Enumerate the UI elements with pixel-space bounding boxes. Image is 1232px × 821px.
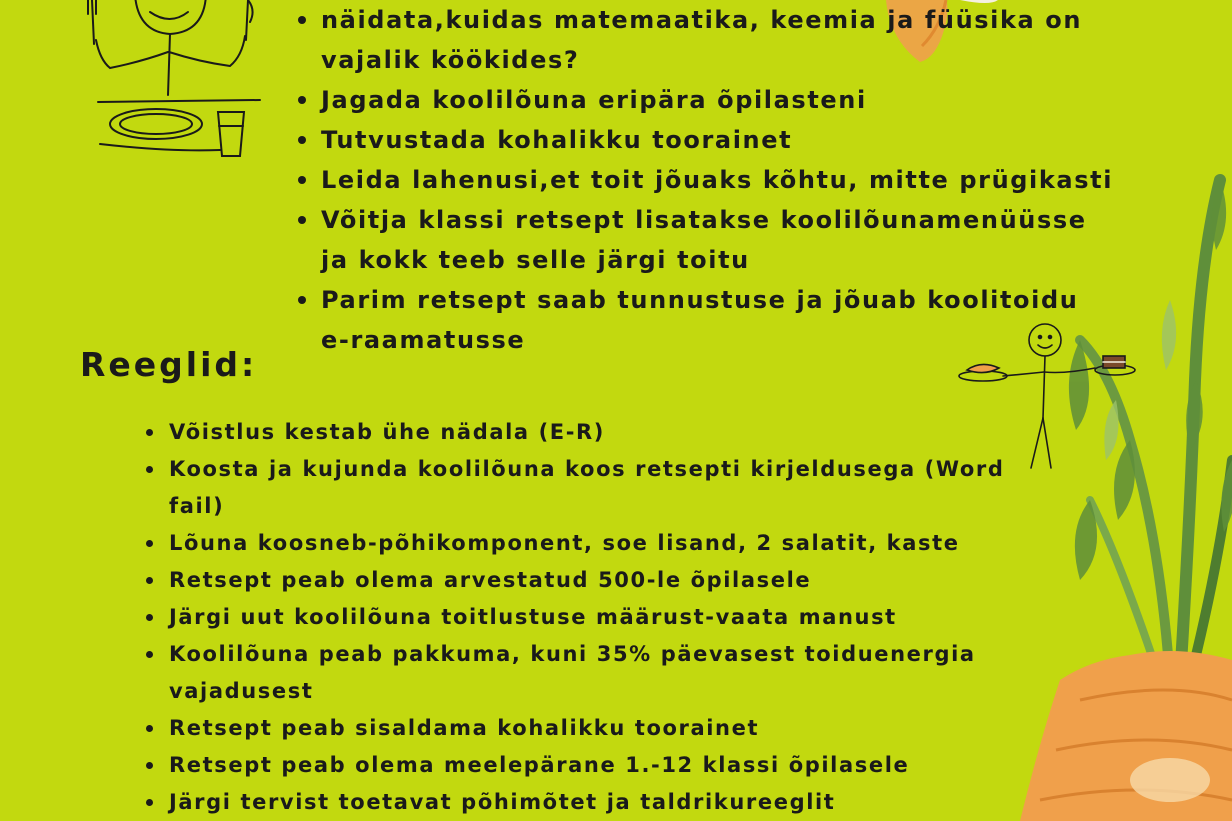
carrot-illustration xyxy=(1020,140,1232,821)
list-item: Tutvustada kohalikku toorainet xyxy=(294,120,1114,160)
list-item: Järgi tervist toetavat põhimõtet ja taldrikureeglit xyxy=(142,784,1042,821)
list-item: Jagada koolilõuna eripära õpilasteni xyxy=(294,80,1114,120)
list-item: Leida lahenusi,et toit jõuaks kõhtu, mitte prügikasti xyxy=(294,160,1114,200)
list-item: Võitja klassi retsept lisatakse koolilõunamenüüsse ja kokk teeb selle järgi toitu xyxy=(294,200,1114,280)
list-item: Retsept peab olema arvestatud 500-le õpilasele xyxy=(142,562,1042,599)
list-item: Koolilõuna peab pakkuma, kuni 35% päevasest toiduenergia vajadusest xyxy=(142,636,1042,710)
rules-heading: Reeglid: xyxy=(80,345,258,384)
list-item: Retsept peab sisaldama kohalikku toorainet xyxy=(142,710,1042,747)
stick-figure-eating-icon xyxy=(80,0,270,170)
list-item: Võistlus kestab ühe nädala (E-R) xyxy=(142,414,1042,451)
list-item: Järgi uut koolilõuna toitlustuse määrust-vaata manust xyxy=(142,599,1042,636)
list-item: Lõuna koosneb-põhikomponent, soe lisand, 2 salatit, kaste xyxy=(142,525,1042,562)
list-item: Koosta ja kujunda koolilõuna koos retsepti kirjeldusega (Word fail) xyxy=(142,451,1042,525)
rules-list xyxy=(142,414,1042,821)
list-item: Retsept peab olema meelepärane 1.-12 klassi õpilasele xyxy=(142,747,1042,784)
list-item: Parim retsept saab tunnustuse ja jõuab koolitoidu e-raamatusse xyxy=(294,280,1114,360)
list-item: näidata,kuidas matemaatika, keemia ja füüsika on vajalik köökides? xyxy=(294,0,1114,80)
goals-list xyxy=(294,0,1114,360)
